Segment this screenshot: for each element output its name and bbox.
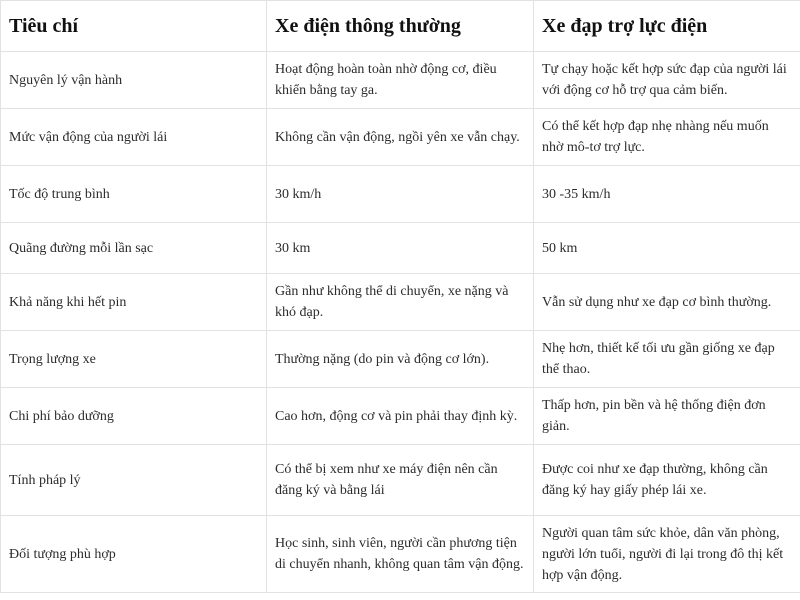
table-row bbox=[1, 109, 800, 166]
table-row bbox=[1, 331, 800, 388]
table-row bbox=[1, 274, 800, 331]
table-row bbox=[1, 388, 800, 445]
table-row bbox=[1, 166, 800, 223]
regular-ebike-cell: Gần như không thể di chuyển, xe nặng và khó đạp. bbox=[267, 274, 534, 331]
table-header-row bbox=[1, 1, 800, 52]
header-regular-ebike: Xe điện thông thường bbox=[267, 1, 534, 52]
pedal-assist-cell: 50 km bbox=[534, 223, 800, 274]
header-pedal-assist-ebike: Xe đạp trợ lực điện bbox=[534, 1, 800, 52]
regular-ebike-cell: 30 km/h bbox=[267, 166, 534, 223]
regular-ebike-cell: Có thể bị xem như xe máy điện nên cần đăng ký và bằng lái bbox=[267, 445, 534, 516]
pedal-assist-cell: Thấp hơn, pin bền và hệ thống điện đơn giản. bbox=[534, 388, 800, 445]
regular-ebike-cell: Học sinh, sinh viên, người cần phương tiện di chuyển nhanh, không quan tâm vận động. bbox=[267, 516, 534, 593]
criteria-cell: Chi phí bảo dưỡng bbox=[1, 388, 267, 445]
pedal-assist-cell: 30 -35 km/h bbox=[534, 166, 800, 223]
pedal-assist-cell: Vẫn sử dụng như xe đạp cơ bình thường. bbox=[534, 274, 800, 331]
table-row bbox=[1, 516, 800, 593]
criteria-cell: Đối tượng phù hợp bbox=[1, 516, 267, 593]
table-row bbox=[1, 223, 800, 274]
regular-ebike-cell: Không cần vận động, ngồi yên xe vẫn chạy. bbox=[267, 109, 534, 166]
criteria-cell: Trọng lượng xe bbox=[1, 331, 267, 388]
regular-ebike-cell: 30 km bbox=[267, 223, 534, 274]
table-row bbox=[1, 52, 800, 109]
criteria-cell: Mức vận động của người lái bbox=[1, 109, 267, 166]
criteria-cell: Tính pháp lý bbox=[1, 445, 267, 516]
pedal-assist-cell: Được coi như xe đạp thường, không cần đăng ký hay giấy phép lái xe. bbox=[534, 445, 800, 516]
regular-ebike-cell: Cao hơn, động cơ và pin phải thay định kỳ. bbox=[267, 388, 534, 445]
pedal-assist-cell: Người quan tâm sức khỏe, dân văn phòng, người lớn tuổi, người đi lại trong đô thị kết hợp vận động. bbox=[534, 516, 800, 593]
pedal-assist-cell: Có thể kết hợp đạp nhẹ nhàng nếu muốn nhờ mô-tơ trợ lực. bbox=[534, 109, 800, 166]
regular-ebike-cell: Hoạt động hoàn toàn nhờ động cơ, điều khiển bằng tay ga. bbox=[267, 52, 534, 109]
criteria-cell: Nguyên lý vận hành bbox=[1, 52, 267, 109]
pedal-assist-cell: Tự chạy hoặc kết hợp sức đạp của người lái với động cơ hỗ trợ qua cảm biến. bbox=[534, 52, 800, 109]
header-criteria: Tiêu chí bbox=[1, 1, 267, 52]
criteria-cell: Quãng đường mỗi lần sạc bbox=[1, 223, 267, 274]
criteria-cell: Khả năng khi hết pin bbox=[1, 274, 267, 331]
regular-ebike-cell: Thường nặng (do pin và động cơ lớn). bbox=[267, 331, 534, 388]
pedal-assist-cell: Nhẹ hơn, thiết kế tối ưu gần giống xe đạp thể thao. bbox=[534, 331, 800, 388]
table-row bbox=[1, 445, 800, 516]
criteria-cell: Tốc độ trung bình bbox=[1, 166, 267, 223]
